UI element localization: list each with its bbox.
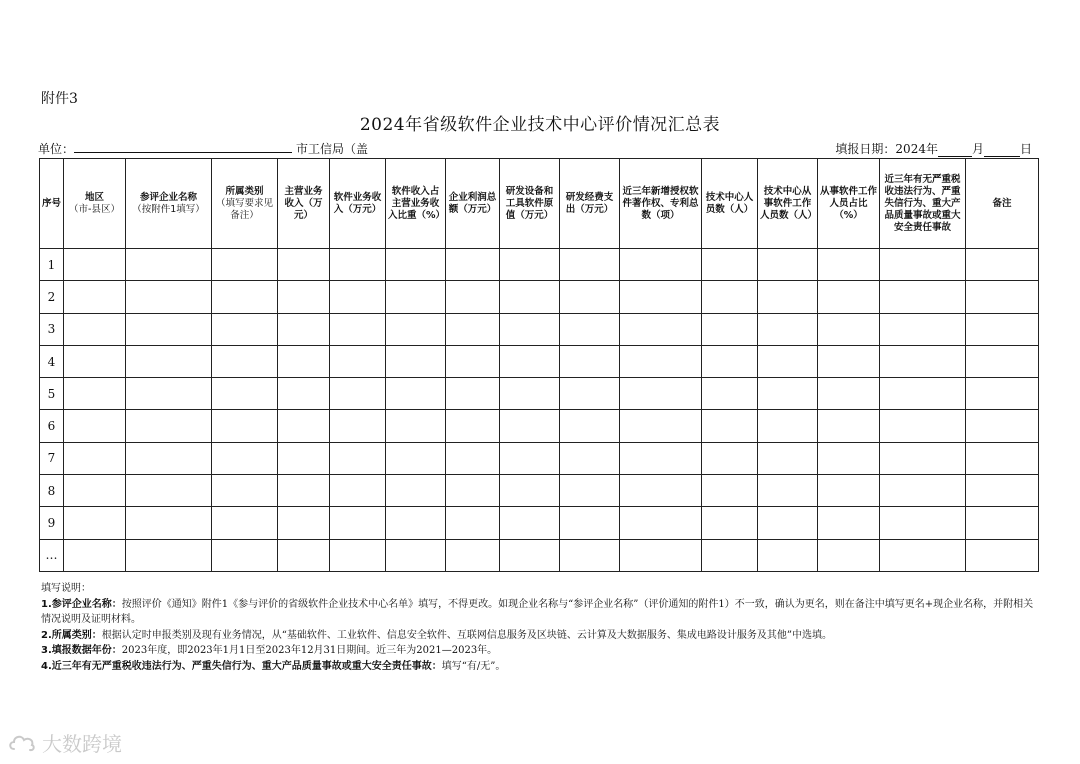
header-cell <box>560 159 620 249</box>
note-4-label: 4.近三年有无严重税收违法行为、严重失信行为、重大产品质量事故或重大安全责任事故： <box>41 660 442 672</box>
empty-cell <box>330 281 386 313</box>
empty-cell <box>446 249 500 281</box>
unit-date-row <box>38 140 1036 158</box>
header-cell <box>386 159 446 249</box>
empty-cell <box>966 249 1039 281</box>
header-label: 备注 <box>992 197 1012 209</box>
row-index: 7 <box>40 442 64 474</box>
empty-cell <box>560 539 620 571</box>
empty-cell <box>966 410 1039 442</box>
date-label: 填报日期：2024年 <box>835 142 938 156</box>
table-body <box>40 249 1039 572</box>
empty-cell <box>446 539 500 571</box>
empty-cell <box>818 539 880 571</box>
empty-cell <box>500 442 560 474</box>
empty-cell <box>500 345 560 377</box>
empty-cell <box>500 281 560 313</box>
empty-cell <box>702 442 758 474</box>
row-index: 6 <box>40 410 64 442</box>
empty-cell <box>966 345 1039 377</box>
day-label: 日 <box>1019 142 1032 156</box>
empty-cell <box>818 345 880 377</box>
empty-cell <box>446 475 500 507</box>
header-cell <box>126 159 212 249</box>
note-4-text: 填写“有/无”。 <box>441 660 506 672</box>
empty-cell <box>64 378 126 410</box>
note-2-text: 根据认定时申报类别及现有业务情况，从“基础软件、工业软件、信息安全软件、互联网信息服务及区块链、云计算及大数据服务、集成电路设计服务及其他”中选填。 <box>101 629 832 641</box>
empty-cell <box>64 345 126 377</box>
empty-cell <box>500 249 560 281</box>
empty-cell <box>330 539 386 571</box>
empty-cell <box>620 475 702 507</box>
table-row <box>40 281 1039 313</box>
empty-cell <box>278 507 330 539</box>
empty-cell <box>212 249 278 281</box>
empty-cell <box>212 507 278 539</box>
empty-cell <box>446 345 500 377</box>
cloud-logo-icon <box>8 732 36 754</box>
note-3-label: 3.填报数据年份： <box>41 645 122 657</box>
empty-cell <box>278 313 330 345</box>
empty-cell <box>278 539 330 571</box>
header-label: 序号 <box>42 197 62 209</box>
header-label: 参评企业名称 <box>139 191 197 203</box>
header-sublabel: （市-县区） <box>69 203 120 215</box>
empty-cell <box>560 442 620 474</box>
empty-cell <box>126 475 212 507</box>
empty-cell <box>64 249 126 281</box>
empty-cell <box>560 475 620 507</box>
note-3-text: 2023年度，即2023年1月1日至2023年12月31日期间。近三年为2021—2023年。 <box>121 645 498 657</box>
header-label: 从事软件工作人员占比（%） <box>820 185 878 221</box>
unit-suffix: 市工信局（盖 <box>296 142 369 156</box>
empty-cell <box>702 410 758 442</box>
table-row <box>40 539 1039 571</box>
empty-cell <box>330 410 386 442</box>
empty-cell <box>620 410 702 442</box>
empty-cell <box>818 475 880 507</box>
empty-cell <box>386 313 446 345</box>
empty-cell <box>330 313 386 345</box>
header-cell <box>212 159 278 249</box>
empty-cell <box>620 507 702 539</box>
row-index: 8 <box>40 475 64 507</box>
empty-cell <box>212 442 278 474</box>
empty-cell <box>620 539 702 571</box>
day-blank <box>984 145 1020 157</box>
empty-cell <box>500 378 560 410</box>
empty-cell <box>702 507 758 539</box>
header-label: 技术中心人员数（人） <box>705 191 754 215</box>
header-sublabel: （填写要求见备注） <box>215 197 273 221</box>
empty-cell <box>500 313 560 345</box>
empty-cell <box>620 281 702 313</box>
header-label: 地区 <box>84 191 104 203</box>
empty-cell <box>880 539 966 571</box>
empty-cell <box>880 475 966 507</box>
empty-cell <box>278 345 330 377</box>
empty-cell <box>880 378 966 410</box>
header-cell <box>64 159 126 249</box>
month-blank <box>938 145 972 157</box>
header-label: 近三年新增授权软件著作权、专利总数（项） <box>622 185 699 221</box>
note-2 <box>41 628 1041 644</box>
table-title: 2024年省级软件企业技术中心评价情况汇总表 <box>359 115 721 135</box>
empty-cell <box>620 378 702 410</box>
empty-cell <box>818 507 880 539</box>
empty-cell <box>758 410 818 442</box>
row-index: 1 <box>40 249 64 281</box>
empty-cell <box>702 378 758 410</box>
unit-label: 单位： <box>38 142 75 156</box>
empty-cell <box>212 281 278 313</box>
empty-cell <box>560 281 620 313</box>
empty-cell <box>126 507 212 539</box>
empty-cell <box>966 507 1039 539</box>
empty-cell <box>702 475 758 507</box>
table-header-row <box>40 159 1039 249</box>
header-label: 近三年有无严重税收违法行为、严重失信行为、重大产品质量事故或重大安全责任事故 <box>884 173 961 233</box>
header-sublabel: （按附件1填写） <box>132 203 205 215</box>
empty-cell <box>620 249 702 281</box>
table-row <box>40 507 1039 539</box>
note-2-label: 2.所属类别： <box>41 629 102 641</box>
fill-instructions <box>41 581 1041 675</box>
empty-cell <box>966 313 1039 345</box>
empty-cell <box>212 313 278 345</box>
empty-cell <box>702 539 758 571</box>
empty-cell <box>330 249 386 281</box>
header-cell <box>758 159 818 249</box>
empty-cell <box>126 345 212 377</box>
header-label: 主营业务收入（万元） <box>284 185 323 221</box>
empty-cell <box>880 345 966 377</box>
empty-cell <box>880 281 966 313</box>
empty-cell <box>126 313 212 345</box>
row-index: 5 <box>40 378 64 410</box>
summary-table <box>39 158 1039 572</box>
empty-cell <box>620 345 702 377</box>
header-cell <box>330 159 386 249</box>
empty-cell <box>758 475 818 507</box>
empty-cell <box>212 378 278 410</box>
empty-cell <box>560 410 620 442</box>
empty-cell <box>880 442 966 474</box>
empty-cell <box>278 281 330 313</box>
empty-cell <box>620 313 702 345</box>
header-cell <box>278 159 330 249</box>
empty-cell <box>278 442 330 474</box>
empty-cell <box>702 313 758 345</box>
empty-cell <box>880 410 966 442</box>
empty-cell <box>278 249 330 281</box>
empty-cell <box>386 249 446 281</box>
fill-date <box>835 140 1032 157</box>
header-cell <box>40 159 64 249</box>
empty-cell <box>702 281 758 313</box>
watermark <box>8 728 122 757</box>
empty-cell <box>818 249 880 281</box>
header-cell <box>446 159 500 249</box>
header-cell <box>702 159 758 249</box>
empty-cell <box>386 281 446 313</box>
notes-heading: 填写说明： <box>41 583 91 594</box>
header-cell <box>500 159 560 249</box>
header-label: 软件业务收入（万元） <box>333 191 382 215</box>
empty-cell <box>64 507 126 539</box>
note-1-label: 1.参评企业名称： <box>41 598 122 610</box>
empty-cell <box>446 313 500 345</box>
header-label: 企业利润总额（万元） <box>448 191 497 215</box>
empty-cell <box>278 378 330 410</box>
note-1 <box>41 597 1041 628</box>
header-label: 所属类别 <box>225 185 264 197</box>
row-index: … <box>40 539 64 571</box>
empty-cell <box>330 475 386 507</box>
empty-cell <box>966 539 1039 571</box>
row-index: 2 <box>40 281 64 313</box>
empty-cell <box>702 345 758 377</box>
empty-cell <box>560 249 620 281</box>
empty-cell <box>212 539 278 571</box>
empty-cell <box>818 410 880 442</box>
empty-cell <box>446 281 500 313</box>
empty-cell <box>64 475 126 507</box>
table-row <box>40 475 1039 507</box>
empty-cell <box>758 345 818 377</box>
empty-cell <box>966 378 1039 410</box>
empty-cell <box>330 442 386 474</box>
header-label: 研发经费支出（万元） <box>565 191 614 215</box>
empty-cell <box>126 249 212 281</box>
empty-cell <box>966 442 1039 474</box>
empty-cell <box>278 475 330 507</box>
empty-cell <box>620 442 702 474</box>
empty-cell <box>386 345 446 377</box>
empty-cell <box>702 249 758 281</box>
note-1-text: 按照评价《通知》附件1《参与评价的省级软件企业技术中心名单》填写，不得更改。如现企业名称与“参评企业名称”（评价通知的附件1）不一致，确认为更名，则在备注中填写更名+现企业名称，并附相关情况说明及证明材料。 <box>41 598 1034 626</box>
month-label: 月 <box>971 142 984 156</box>
empty-cell <box>126 442 212 474</box>
empty-cell <box>560 378 620 410</box>
empty-cell <box>560 313 620 345</box>
empty-cell <box>330 345 386 377</box>
empty-cell <box>446 442 500 474</box>
empty-cell <box>758 378 818 410</box>
empty-cell <box>446 410 500 442</box>
table-row <box>40 345 1039 377</box>
row-index: 3 <box>40 313 64 345</box>
empty-cell <box>500 475 560 507</box>
empty-cell <box>500 507 560 539</box>
empty-cell <box>278 410 330 442</box>
empty-cell <box>126 378 212 410</box>
header-label: 软件收入占主营业务收入比重（%） <box>388 185 446 221</box>
empty-cell <box>386 539 446 571</box>
empty-cell <box>126 539 212 571</box>
note-3 <box>41 643 1041 659</box>
header-label: 研发设备和工具软件原值（万元） <box>505 185 554 221</box>
empty-cell <box>560 507 620 539</box>
attachment-label: 附件3 <box>41 91 78 107</box>
empty-cell <box>758 249 818 281</box>
empty-cell <box>446 507 500 539</box>
empty-cell <box>758 281 818 313</box>
header-label: 技术中心从事软件工作人员数（人） <box>760 185 818 221</box>
empty-cell <box>758 442 818 474</box>
empty-cell <box>500 410 560 442</box>
empty-cell <box>64 313 126 345</box>
header-cell <box>818 159 880 249</box>
table-row <box>40 313 1039 345</box>
empty-cell <box>446 378 500 410</box>
empty-cell <box>758 313 818 345</box>
table-row <box>40 442 1039 474</box>
empty-cell <box>880 249 966 281</box>
empty-cell <box>212 410 278 442</box>
empty-cell <box>330 378 386 410</box>
watermark-text: 大数跨境 <box>42 732 122 756</box>
empty-cell <box>386 475 446 507</box>
empty-cell <box>386 507 446 539</box>
empty-cell <box>126 281 212 313</box>
row-index: 4 <box>40 345 64 377</box>
empty-cell <box>212 345 278 377</box>
empty-cell <box>966 281 1039 313</box>
empty-cell <box>386 378 446 410</box>
empty-cell <box>330 507 386 539</box>
empty-cell <box>758 507 818 539</box>
empty-cell <box>386 442 446 474</box>
empty-cell <box>64 442 126 474</box>
empty-cell <box>818 378 880 410</box>
empty-cell <box>966 475 1039 507</box>
table-row <box>40 410 1039 442</box>
empty-cell <box>758 539 818 571</box>
empty-cell <box>212 475 278 507</box>
unit-blank-line <box>74 152 292 153</box>
empty-cell <box>64 539 126 571</box>
empty-cell <box>560 345 620 377</box>
empty-cell <box>126 410 212 442</box>
row-index: 9 <box>40 507 64 539</box>
header-cell <box>966 159 1039 249</box>
empty-cell <box>818 313 880 345</box>
empty-cell <box>64 281 126 313</box>
empty-cell <box>818 442 880 474</box>
header-cell <box>880 159 966 249</box>
empty-cell <box>818 281 880 313</box>
empty-cell <box>880 507 966 539</box>
note-4 <box>41 659 1041 675</box>
table-row <box>40 249 1039 281</box>
empty-cell <box>64 410 126 442</box>
empty-cell <box>500 539 560 571</box>
empty-cell <box>880 313 966 345</box>
table-row <box>40 378 1039 410</box>
empty-cell <box>386 410 446 442</box>
header-cell <box>620 159 702 249</box>
